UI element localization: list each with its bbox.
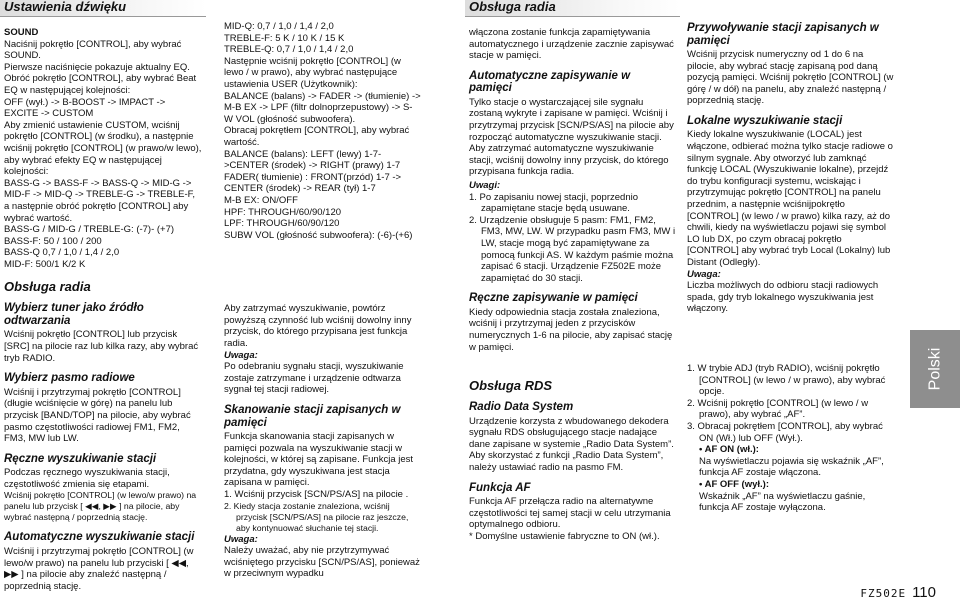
manual-search-line: Podczas ręcznego wyszukiwania stacji, częstotliwość zmienia się etapami. [4, 467, 170, 490]
note-item: 2. Urządzenie obsługuje 5 pasm: FM1, FM2, FM3, MW, LW. W przypadku pasm FM3, MW i LW, stacje mogą być zapamiętywane za pomocą funkcji AS. W każdym paśmie można zapisać 6 stacji. Urządzenie FZ502E może zapamiętać do 30 stacji. [469, 214, 676, 284]
page-number: 110 [912, 584, 936, 601]
sound-line: Pierwsze naciśnięcie pokazuje aktualny EQ. [4, 61, 190, 73]
af-on-text: Na wyświetlaczu pojawia się wskaźnik „AF”, funkcja AF zostaje włączona. [699, 455, 884, 479]
local-subtitle: Lokalne wyszukiwanie stacji [687, 114, 843, 127]
eq-line: Obracaj pokrętłem [CONTROL], aby wybrać wartość. [224, 125, 410, 148]
sound-line: MID-F: 500/1 K/2 K [4, 258, 86, 270]
sound-line: BASS-G / MID-G / TREBLE-G: (-7)- (+7) [4, 224, 175, 236]
tuner-text: Wciśnij pokrętło [CONTROL] lub przycisk [SRC] na pilocie raz lub kilka razy, aby wybrać tryb RADIO. [4, 329, 199, 364]
af-text: Funkcja AF przełącza radio na alternatywne częstotliwości tej samej stacji w celu utrzymania optymalnego odbioru. [469, 496, 671, 531]
scan-subtitle: Skanowanie stacji zapisanych w pamięci [224, 404, 401, 429]
tuner-subtitle: Wybierz tuner jako źródło odtwarzania [4, 302, 144, 327]
language-tab-label: Polski [926, 347, 943, 391]
manual-memory-text: Kiedy odpowiednia stacja została znaleziona, wciśnij i przytrzymaj jeden z przycisków numerycznych 1-6 na pilocie, aby zapisać stację w pamięci. [469, 306, 673, 353]
eq-line: TREBLE-Q: 0,7 / 1,0 / 1,4 / 2,0 [224, 44, 354, 56]
eq-line: SUBW VOL (głośność subwoofera): (-6)-(+6) [224, 229, 413, 241]
sound-line: BASS-Q 0,7 / 1,0 / 1,4 / 2,0 [4, 247, 120, 259]
manual-search-subtitle: Ręczne wyszukiwanie stacji [4, 452, 157, 465]
note2-text: Należy uważać, aby nie przytrzymywać wciśniętego przycisku [SCN/PS/AS], ponieważ w przeciwnym wypadku [224, 545, 420, 580]
page-footer [860, 584, 936, 601]
radio-section-title: Obsługa radia [4, 279, 91, 295]
model-number: FZ502E [860, 587, 907, 600]
scan-text: Funkcja skanowania stacji zapisanych w pamięci pozwala na wyszukiwanie stacji w kolejności, w której są zapisane. Funkcja jest przydatna, gdy wyszukiwana jest stacja zapisana w pamięci. [224, 431, 414, 489]
scan-step: 1. Wciśnij przycisk [SCN/PS/AS] na pilocie . [224, 489, 409, 500]
preset-subtitle: Przywoływanie stacji zapisanych w pamięci [687, 22, 879, 47]
eq-line: LPF: THROUGH/60/90/120 [224, 218, 340, 230]
note-text: Po odebraniu sygnału stacji, wyszukiwanie zostaje zatrzymane i urządzenie odtwarza sygnał tej stacji radiowej. [224, 361, 404, 396]
band-subtitle: Wybierz pasmo radiowe [4, 372, 135, 385]
af-step: 3. Obracaj pokrętłem [CONTROL], aby wybrać ON (Wł.) lub OFF (Wył.). [687, 420, 883, 444]
af-step: 1. W trybie ADJ (tryb RADIO), wciśnij pokrętło [CONTROL] (w lewo / w prawo), aby wybrać opcje. [687, 362, 886, 398]
eq-line: TREBLE-F: 5 K / 10 K / 15 K [224, 32, 345, 44]
af-step: 2. Wciśnij pokrętło [CONTROL] (w lewo / w prawo), aby wybrać „AF”. [687, 397, 869, 421]
rds-subtitle: Radio Data System [469, 401, 574, 414]
rds-text: Urządzenie korzysta z wbudowanego dekodera sygnału RDS obsługującego stacje nadające dane zapisane w systemie „Radio Data System”. [469, 415, 674, 450]
eq-line: FADER( tłumienie) : FRONT(przód) 1-7 -> CENTER (środek) -> REAR (tył) 1-7 [224, 171, 402, 195]
local-note-text: Liczba możliwych do odbioru stacji radiowych spada, gdy tryb lokalnego wyszukiwania jest włączony. [687, 280, 879, 315]
sound-line: BASS-F: 50 / 100 / 200 [4, 235, 102, 247]
column-4 [683, 0, 898, 514]
af-off-label: • AF OFF (wył.): [699, 478, 769, 490]
auto-memory-text: Tylko stacje o wystarczającej sile sygnału zostaną wykryte i zapisane w pamięci. Wciśnij i przytrzymaj przycisk [SCN/PS/AS] na pilocie aby rozpocząć automatyczne wyszukiwanie stacji. Aby zatrzymać automatyczne wyszukiwanie stacji, wciśnij dowolny inny przycisk, do którego przypisana funkcja radia. [469, 96, 674, 178]
auto-memory-subtitle: Automatyczne zapisywanie w pamięci [469, 69, 631, 95]
eq-line: Następnie wciśnij pokrętło [CONTROL] (w lewo / w prawo), aby wybrać następujące ustawienia USER (Użytkownik): [224, 55, 401, 90]
sound-line: Naciśnij pokrętło [CONTROL], aby wybrać SOUND. [4, 38, 182, 62]
column-1 [0, 0, 206, 592]
af-off-text: Wskaźnik „AF” na wyświetlaczu gaśnie, funkcja AF zostaje wyłączona. [699, 490, 866, 514]
note-label: Uwaga: [224, 349, 258, 361]
note-item: 1. Po zapisaniu nowej stacji, poprzednio zapamiętane stacje będą usuwane. [469, 191, 638, 215]
band-text: Wciśnij i przytrzymaj pokrętło [CONTROL] (długie wciśnięcie w górę) na panelu lub przycisk [BAND/TOP] na pilocie, aby wybrać pasmo częstotliwości radiowej FM1, FM2, FM3, MW lub LW. [4, 386, 191, 445]
section-header-radio: Obsługa radia [465, 0, 680, 17]
eq-line: BALANCE (balans) -> FADER -> (tłumienie) -> M-B EX -> LPF (filtr dolnoprzepustowy) -> S-W VOL (głośność subwoofera). [224, 90, 421, 125]
scan-step: 2. Kiedy stacja zostanie znaleziona, wciśnij przycisk [SCN/PS/AS] na pilocie raz jeszcze, aby kontynuować słuchanie tej stacji. [224, 500, 409, 533]
intro-text: włączona zostanie funkcja zapamiętywania automatycznego i urządzenie zacznie zapisywać stacje w pamięci. [469, 27, 674, 62]
column-3 [465, 0, 680, 543]
auto-search-subtitle: Automatyczne wyszukiwanie stacji [4, 531, 195, 544]
manual-search-line: Wciśnij pokrętło [CONTROL] (w lewo/w prawo) na panelu lub przycisk [ ◀◀, ▶▶ ] na pilocie, aby wybrać następną / poprzednią stację. [4, 490, 197, 523]
local-note-label: Uwaga: [687, 268, 721, 280]
eq-line: M-B EX: ON/OFF [224, 194, 298, 206]
sound-line: BASS-G -> BASS-F -> BASS-Q -> MID-G -> MID-F -> MID-Q -> TREBLE-G -> TREBLE-F, a następnie obróć pokrętło [CONTROL] aby wybrać wartość. [4, 177, 195, 224]
sound-title: SOUND [4, 27, 39, 38]
notes-label: Uwagi: [469, 179, 501, 191]
rds-text: Aby skorzystać z funkcji „Radio Data System”, należy ustawiać radio na pasmo FM. [469, 450, 664, 474]
section-header-sound: Ustawienia dźwięku [0, 0, 206, 17]
preset-text: Wciśnij przycisk numeryczny od 1 do 6 na pilocie, aby wybrać stację zapisaną pod daną pozycją pamięci. Wciśnij pokrętło [CONTROL] (w górę / w dół) na panelu, aby znaleźć następną / poprzednią stację. [687, 49, 894, 107]
af-on-label: • AF ON (wł.): [699, 444, 759, 456]
sound-line: Aby zmienić ustawienie CUSTOM, wciśnij pokrętło [CONTROL] (w środku), a następnie wciśnij pokrętło [CONTROL] (w prawo/w lewo), aby wybrać efekty EQ w następującej kolejności: [4, 119, 202, 178]
rds-section-title: Obsługa RDS [469, 378, 553, 394]
sound-line: Obróć pokrętło [CONTROL], aby wybrać Beat EQ w następującej kolejności: [4, 73, 197, 96]
column-2 [220, 0, 425, 580]
auto-search-continued: Aby zatrzymać wyszukiwanie, powtórz powyższą czynność lub wciśnij dowolny inny przycisk, do którego przypisana jest funkcja radia. [224, 303, 412, 350]
manual-memory-subtitle: Ręczne zapisywanie w pamięci [469, 292, 638, 305]
note2-label: Uwaga: [224, 533, 258, 545]
language-tab [910, 330, 960, 408]
eq-line: HPF: THROUGH/60/90/120 [224, 206, 342, 218]
eq-line: MID-Q: 0,7 / 1,0 / 1,4 / 2,0 [224, 21, 334, 32]
auto-search-text: Wciśnij i przytrzymaj pokrętło [CONTROL] (w lewo/w prawo) na panelu lub przyciski [ ◀◀, ▶▶ ] na pilocie aby znaleźć następną / poprzednią stację. [4, 545, 194, 592]
eq-line: BALANCE (balans): LEFT (lewy) 1-7->CENTER (środek) -> RIGHT (prawy) 1-7 [224, 148, 401, 172]
local-text: Kiedy lokalne wyszukiwanie (LOCAL) jest włączone, odbierać można tylko stacje radiowe o silnym sygnale. Aby otworzyć lub zamknąć funkcję LOCAL (Wyszukiwanie lokalne), przejdź do trybu konfiguracji systemu, wciskając i przytrzymując pokrętło [CONTROL] na panelu przednim, a następnie wciśnijpokrętło [CONTROL] (w lewo / w prawo) kilka razy, aż do chwili, kiedy na wyświetlaczu pojawi się symbol LO lub DX, po czym obracaj pokrętło [CONTROL] aby wybrać tryb Local (Lokalny) lub Distant (Odległy). [687, 129, 893, 268]
af-subtitle: Funkcja AF [469, 481, 531, 494]
af-note: * Domyślne ustawienie fabryczne to ON (wł.). [469, 530, 660, 542]
sound-line: OFF (wył.) -> B-BOOST -> IMPACT -> EXCITE -> CUSTOM [4, 96, 166, 120]
